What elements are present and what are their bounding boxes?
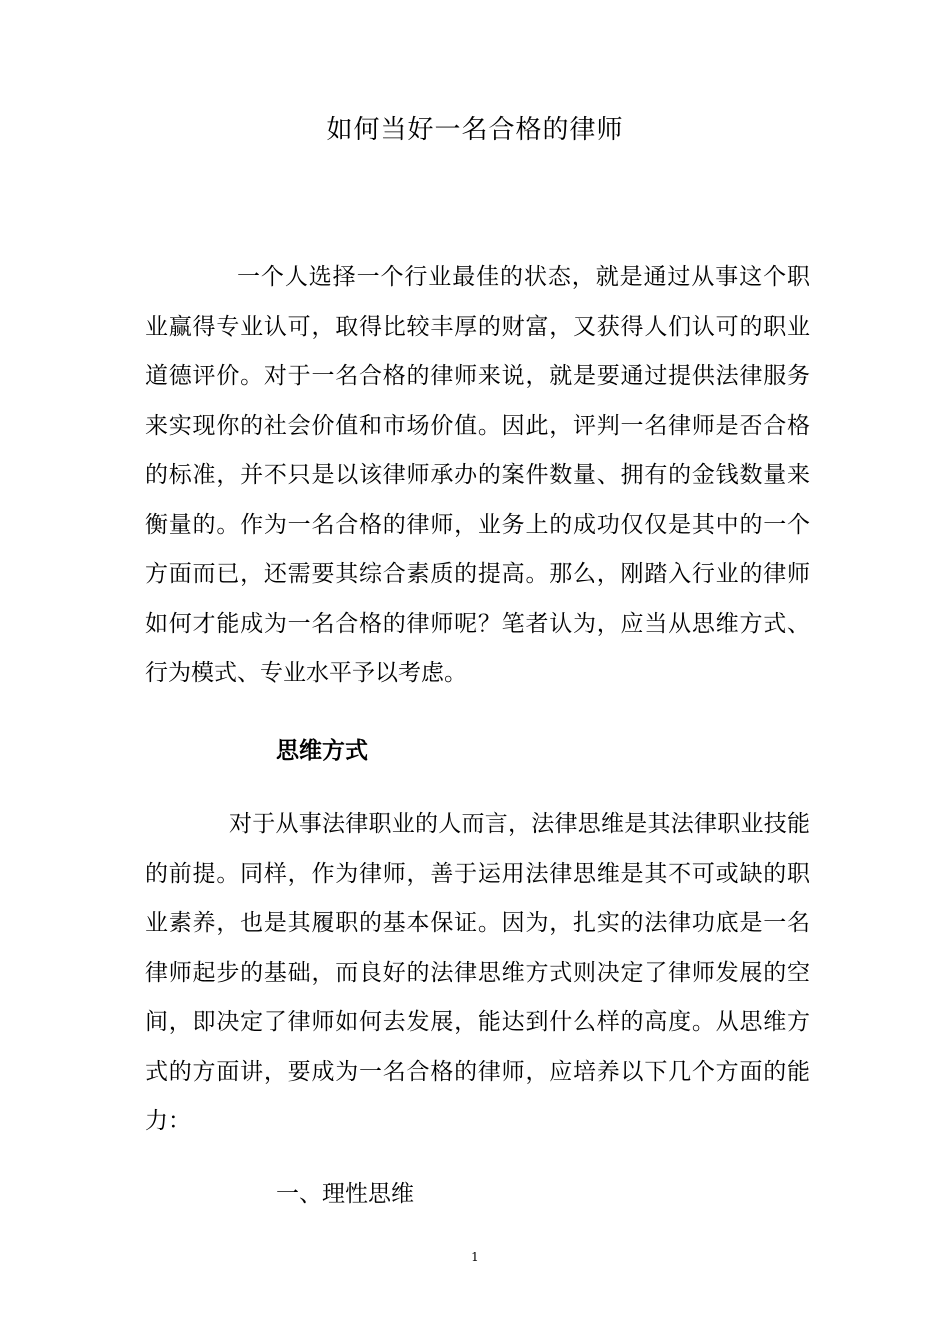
- section-heading: 思维方式: [276, 738, 368, 764]
- subsection-heading: 一、理性思维: [276, 1181, 414, 1207]
- intro-paragraph: 一个人选择一个行业最佳的状态，就是通过从事这个职业赢得专业认可，取得比较丰厚的财富，又获得人们认可的职业道德评价。对于一名合格的律师来说，就是要通过提供法律服务来实现你的社会价值和市场价值。因此，评判一名律师是否合格的标准，并不只是以该律师承办的案件数量、拥有的金钱数量来衡量的。作为一名合格的律师，业务上的成功仅仅是其中的一个方面而已，还需要其综合素质的提高。那么，刚踏入行业的律师如何才能成为一名合格的律师呢？笔者认为，应当从思维方式、行为模式、专业水平予以考虑。: [145, 264, 810, 686]
- page-number: 1: [471, 1250, 479, 1264]
- page-title: 如何当好一名合格的律师: [326, 115, 624, 145]
- section-paragraph: 对于从事法律职业的人而言，法律思维是其法律职业技能的前提。同样，作为律师，善于运用法律思维是其不可或缺的职业素养，也是其履职的基本保证。因为，扎实的法律功底是一名律师起步的基础，而良好的法律思维方式则决定了律师发展的空间，即决定了律师如何去发展，能达到什么样的高度。从思维方式的方面讲，要成为一名合格的律师，应培养以下几个方面的能力：: [145, 811, 810, 1134]
